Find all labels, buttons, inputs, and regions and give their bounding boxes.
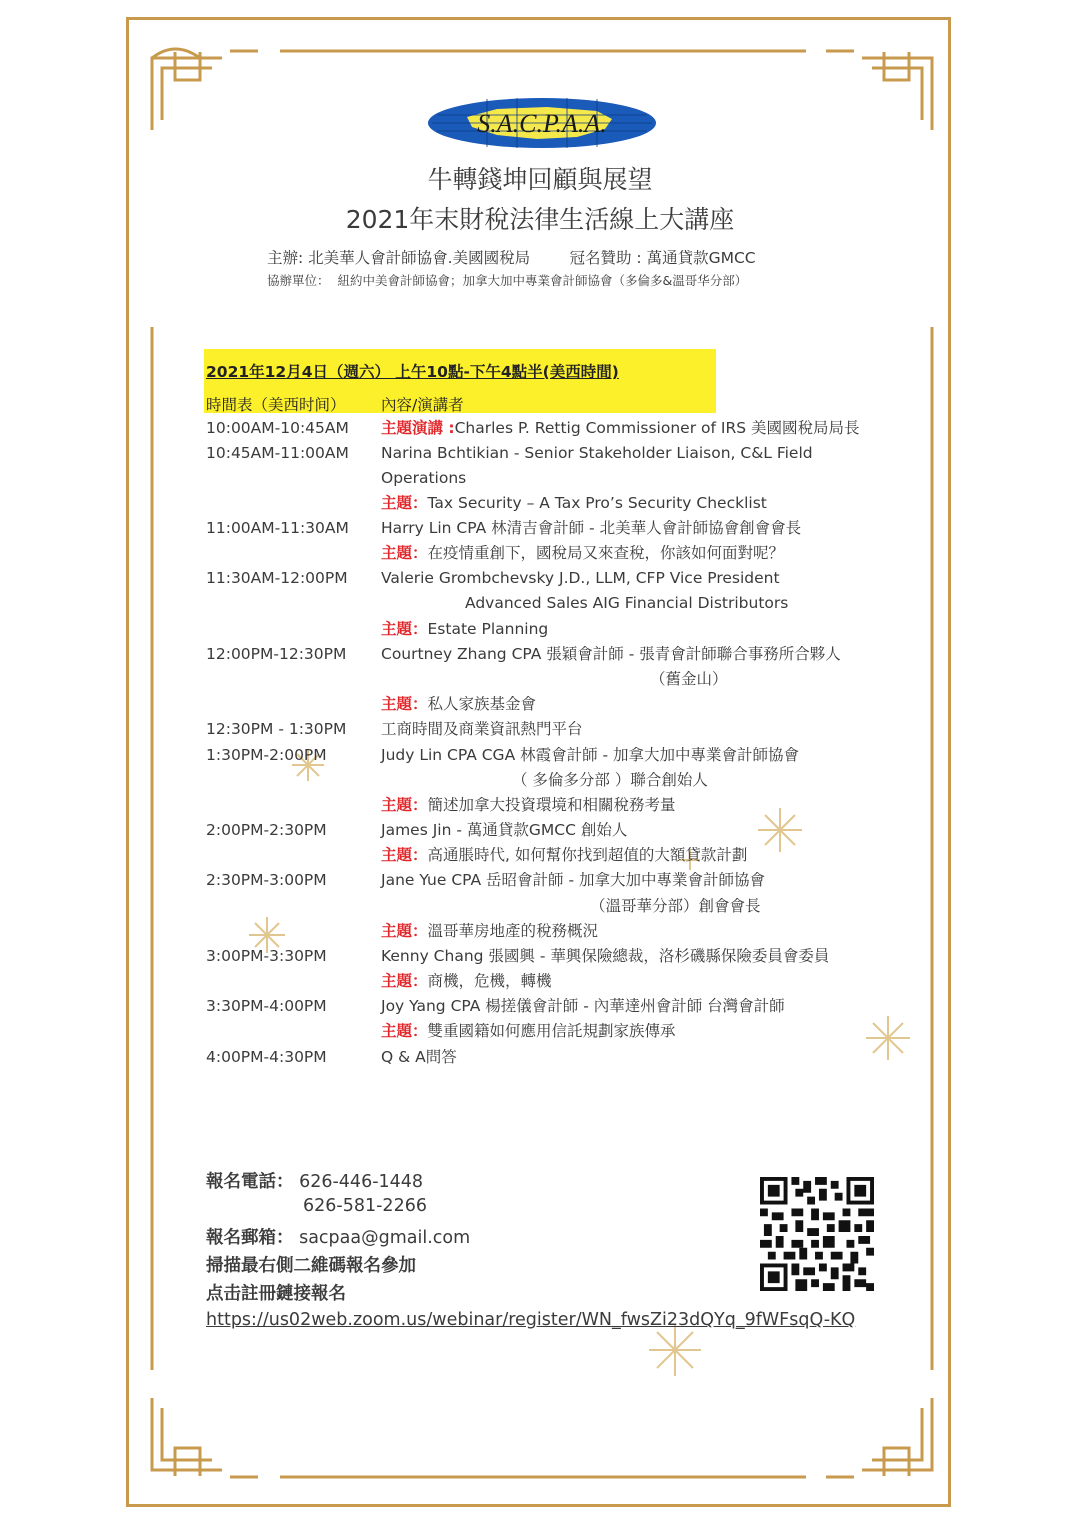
- schedule-entry: 主題：商機，危機，轉機: [381, 972, 552, 990]
- schedule-time: 3:00PM-3:30PM: [206, 947, 327, 965]
- schedule-entry: Q & A問答: [381, 1048, 457, 1066]
- schedule-time: 10:45AM-11:00AM: [206, 444, 349, 462]
- schedule-time: 10:00AM-10:45AM: [206, 419, 349, 437]
- phone-line: [206, 1168, 423, 1193]
- header-content: 內容/演講者: [381, 396, 464, 414]
- topic-label: 主題：: [381, 695, 428, 713]
- event-date: 2021年12月4日（週六） 上午10點-下午4點半(美西時間): [206, 363, 619, 381]
- schedule-entry: Valerie Grombchevsky J.D., LLM, CFP Vice President: [381, 569, 780, 587]
- svg-text:S.A.C.P.A.A.: S.A.C.P.A.A.: [477, 109, 607, 138]
- schedule-entry: 主題：私人家族基金會: [381, 695, 537, 713]
- topic-label: 主題：: [381, 846, 428, 864]
- schedule-entry: 主題：簡述加拿大投資環境和相關稅務考量: [381, 796, 676, 814]
- organizers: 主辦: 北美華人會計師協會.美國國稅局 冠名贊助 : 萬通貸款GMCC: [267, 249, 756, 267]
- schedule-entry: Courtney Zhang CPA 張穎會計師 - 張青會計師聯合事務所合夥人: [381, 645, 841, 663]
- email-line: [206, 1224, 470, 1249]
- schedule-time: 3:30PM-4:00PM: [206, 997, 327, 1015]
- schedule-time: 12:30PM - 1:30PM: [206, 720, 347, 738]
- email-label: 報名郵箱：: [206, 1228, 294, 1248]
- schedule-entry: Harry Lin CPA 林清吉會計師 - 北美華人會計師協會創會會長: [381, 519, 802, 537]
- schedule-entry: （舊金山）: [650, 670, 728, 688]
- title-line-1: 牛轉錢坤回顧與展望: [427, 165, 653, 194]
- schedule-entry: 主題：Estate Planning: [381, 620, 549, 638]
- schedule-entry: Advanced Sales AIG Financial Distributors: [465, 594, 789, 612]
- topic-label: 主題：: [381, 972, 428, 990]
- corner-ornament-icon: [826, 1398, 932, 1477]
- schedule-time: 4:00PM-4:30PM: [206, 1048, 327, 1066]
- title-line-2: 2021年末財稅法律生活線上大講座: [345, 205, 735, 234]
- topic-label: 主題：: [381, 922, 428, 940]
- header-time: 時間表（美西时间）: [206, 396, 346, 414]
- qr-code-icon[interactable]: [760, 1177, 874, 1291]
- schedule-entry: 主題：高通脹時代, 如何幫你找到超值的大額貸款計劃: [381, 846, 748, 864]
- schedule-entry: 主題：Tax Security – A Tax Pro’s Security Checklist: [381, 494, 767, 512]
- register-link[interactable]: https://us02web.zoom.us/webinar/register/WN_fwsZi23dQYq_9fWFsqQ-KQ: [206, 1310, 856, 1330]
- co-organizers: 協辦單位： 紐約中美會計師協會；加拿大加中專業會計師協會（多倫多&溫哥华分部）: [267, 273, 748, 288]
- phone-number-2[interactable]: 626-581-2266: [303, 1196, 427, 1216]
- schedule-entry: 工商時間及商業資訊熱門平台: [381, 720, 583, 738]
- corner-ornament-icon: [152, 49, 258, 130]
- scan-instruction: 掃描最右側二維碼報名參加: [206, 1256, 416, 1276]
- corner-ornament-icon: [152, 1398, 258, 1477]
- schedule-time: 2:30PM-3:00PM: [206, 871, 327, 889]
- topic-label: 主題：: [381, 796, 428, 814]
- schedule-entry: James Jin - 萬通貸款GMCC 創始人: [381, 821, 628, 839]
- email-address[interactable]: sacpaa@gmail.com: [299, 1228, 471, 1248]
- schedule-entry: 主題：溫哥華房地產的稅務概況: [381, 922, 599, 940]
- topic-label: 主題：: [381, 620, 428, 638]
- phone-number-1[interactable]: 626-446-1448: [299, 1172, 424, 1192]
- schedule-entry: 主題：雙重國籍如何應用信託規劃家族傳承: [381, 1022, 676, 1040]
- corner-ornament-icon: [826, 51, 932, 130]
- topic-label: 主題演講 :: [381, 419, 455, 437]
- schedule-entry: Narina Bchtikian - Senior Stakeholder Liaison, C&L Field: [381, 444, 813, 462]
- schedule-entry: （ 多倫多分部 ）聯合創始人: [512, 771, 708, 789]
- topic-label: 主題：: [381, 1022, 428, 1040]
- schedule-time: 11:00AM-11:30AM: [206, 519, 349, 537]
- schedule-entry: 主題演講 :Charles P. Rettig Commissioner of IRS 美國國稅局局長: [381, 419, 860, 437]
- schedule-entry: Judy Lin CPA CGA 林霞會計師 - 加拿大加中專業會計師協會: [381, 746, 800, 764]
- sacpaa-logo: [427, 97, 657, 149]
- schedule-entry: Jane Yue CPA 岳昭會計師 - 加拿大加中專業會計師協會: [381, 871, 765, 889]
- phone-label: 報名電話：: [206, 1172, 294, 1192]
- schedule-entry: Kenny Chang 張國興 - 華興保險總裁，洛杉磯縣保險委員會委員: [381, 947, 830, 965]
- schedule-entry: Joy Yang CPA 楊搓儀會計師 - 內華達州會計師 台灣會計師: [381, 997, 785, 1015]
- click-instruction: 点击註冊鏈接報名: [206, 1284, 346, 1304]
- schedule-time: 12:00PM-12:30PM: [206, 645, 347, 663]
- schedule-time: 1:30PM-2:00PM: [206, 746, 327, 764]
- topic-label: 主題：: [381, 544, 428, 562]
- schedule-entry: 主題：在疫情重創下，國稅局又來查稅，你該如何面對呢？: [381, 544, 785, 562]
- schedule-entry: （溫哥華分部）創會會長: [590, 897, 761, 915]
- schedule-entry: Operations: [381, 469, 467, 487]
- topic-label: 主題：: [381, 494, 428, 512]
- schedule-time: 11:30AM-12:00PM: [206, 569, 348, 587]
- schedule-time: 2:00PM-2:30PM: [206, 821, 327, 839]
